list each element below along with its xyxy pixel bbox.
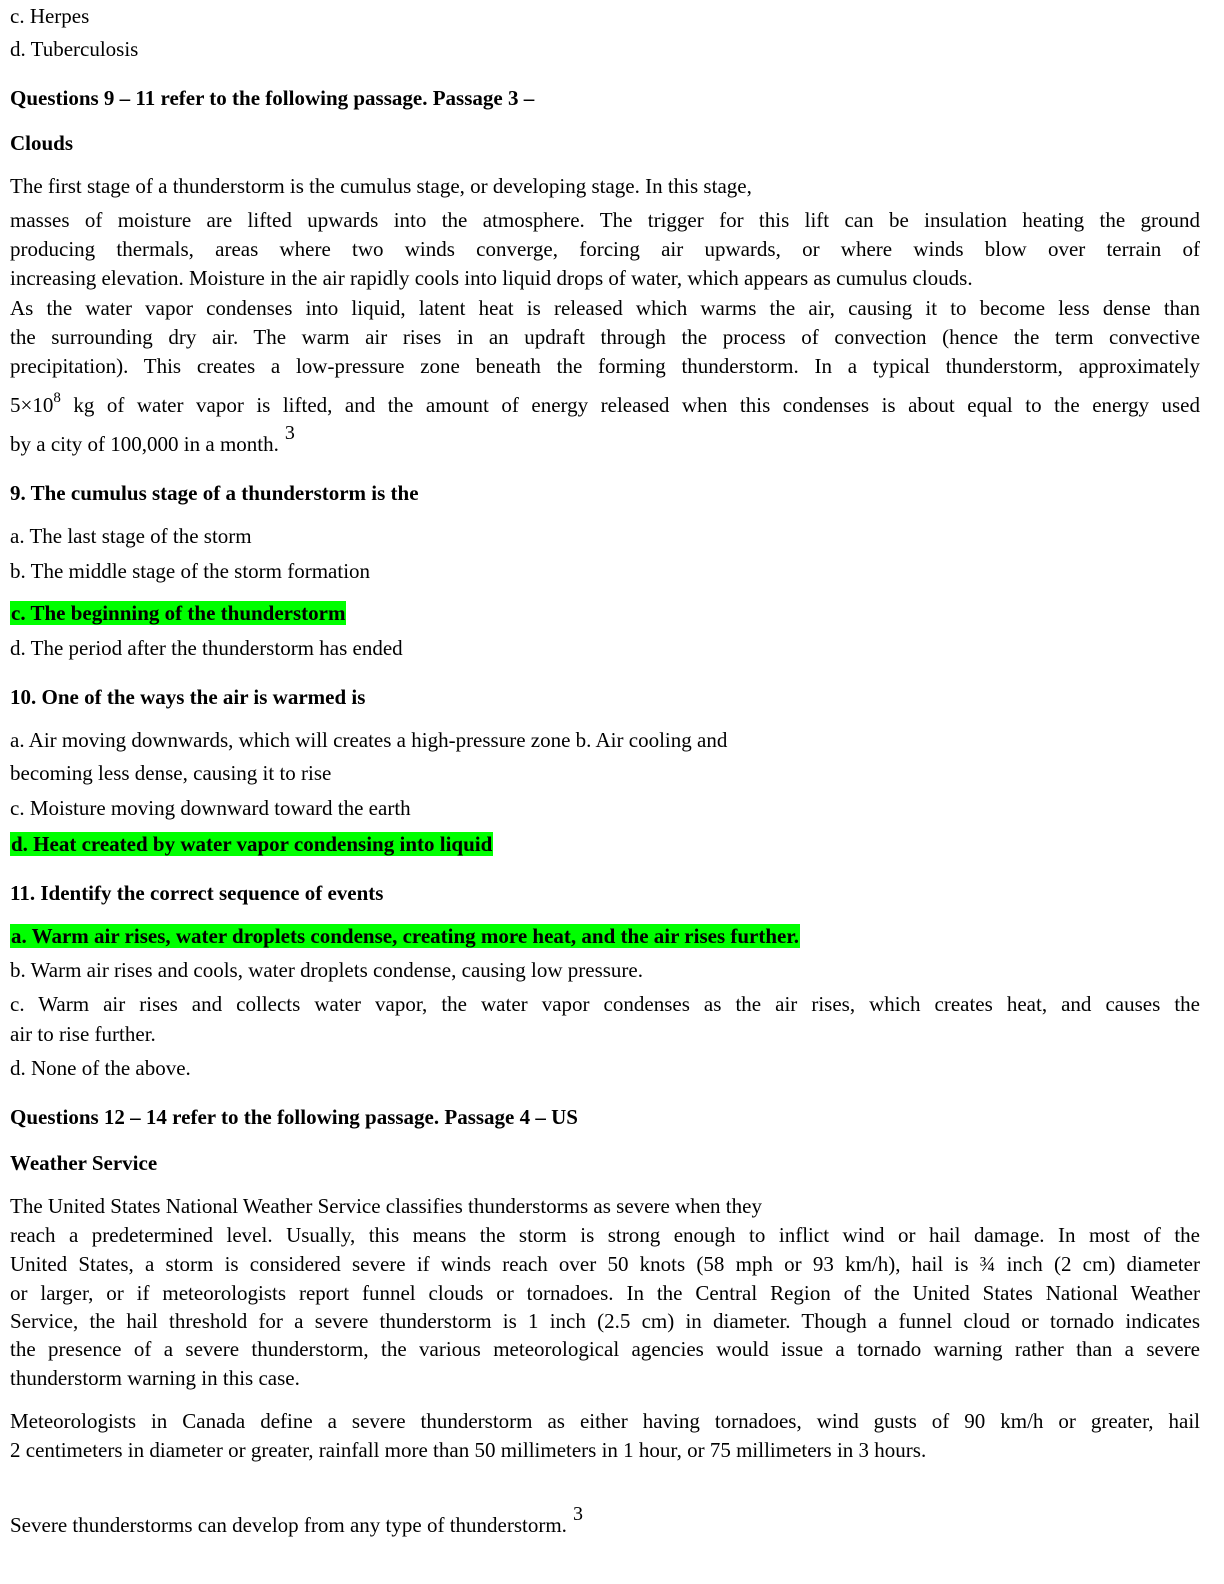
passage-3-line-3: producing thermals, areas where two winds converge, forcing air upwards, or where winds blow over terrain of [10,237,1200,261]
question-11-option-c-cont: air to rise further. [10,1022,156,1046]
passage-3-line-6: the surrounding dry air. The warm air rises in an updraft through the process of convection (hence the term convective [10,325,1200,349]
passage-4-line-10 [10,1503,583,1540]
question-9-option-b: b. The middle stage of the storm formation [10,559,371,583]
question-10: 10. One of the ways the air is warmed is [10,685,366,709]
passage-3-mass-value: 5×10 [10,393,54,417]
passage-4-line-2: reach a predetermined level. Usually, this means the storm is strong enough to inflict wind or hail damage. In most of the [10,1223,1200,1247]
passage-4-line-7: thunderstorm warning in this case. [10,1366,300,1390]
question-9-option-c-answer: c. The beginning of the thunderstorm [11,601,346,625]
question-11: 11. Identify the correct sequence of events [10,881,384,905]
option-8c: c. Herpes [10,4,90,28]
passage-4-line-10-text: Severe thunderstorms can develop from any type of thunderstorm. [10,1513,567,1537]
question-10-option-a: a. Air moving downwards, which will creates a high-pressure zone b. Air cooling and [10,728,728,752]
passage-4-line-3: United States, a storm is considered severe if winds reach over 50 knots (58 mph or 93 km/h), hail is ¾ inch (2 cm) diameter [10,1252,1200,1276]
question-11-option-b: b. Warm air rises and cools, water droplets condense, causing low pressure. [10,958,643,982]
option-8d: d. Tuberculosis [10,37,139,61]
passage-4-line-5: Service, the hail threshold for a severe thunderstorm is 1 inch (2.5 cm) in diameter. Though a funnel cloud or tornado indicates [10,1309,1200,1333]
passage-3-line-9-text: by a city of 100,000 in a month. [10,432,279,456]
passage-3-line-8-rest: kg of water vapor is lifted, and the amount of energy released when this condenses is about equal to the energy used [60,393,1200,417]
passage-4-line-6: the presence of a severe thunderstorm, the various meteorological agencies would issue a tornado warning rather than a severe [10,1337,1200,1361]
passage-4-line-1: The United States National Weather Service classifies thunderstorms as severe when they [10,1194,762,1218]
passage-4-title: Weather Service [10,1151,158,1175]
passage-3-title: Clouds [10,131,74,155]
question-9-option-a: a. The last stage of the storm [10,524,252,548]
passage-3-line-4: increasing elevation. Moisture in the air rapidly cools into liquid drops of water, which appears as cumulus clouds. [10,266,973,290]
question-10-option-c: c. Moisture moving downward toward the earth [10,796,411,820]
passage-3-line-7: precipitation). This creates a low-pressure zone beneath the forming thunderstorm. In a typical thunderstorm, approximately [10,354,1200,378]
passage-3-line-9 [10,422,295,459]
footnote-ref: 3 [572,1503,583,1525]
passage-4-heading: Questions 12 – 14 refer to the following passage. Passage 4 – US [10,1105,578,1129]
passage-4-line-9: 2 centimeters in diameter or greater, rainfall more than 50 millimeters in 1 hour, or 75 millimeters in 3 hours. [10,1438,927,1462]
passage-3-line-8 [10,391,1200,419]
passage-3-line-1: The first stage of a thunderstorm is the cumulus stage, or developing stage. In this stage, [10,174,752,198]
passage-3-heading: Questions 9 – 11 refer to the following passage. Passage 3 – [10,86,535,110]
question-11-option-d: d. None of the above. [10,1056,191,1080]
question-11-option-a-answer: a. Warm air rises, water droplets condense, creating more heat, and the air rises further. [11,924,800,948]
passage-4-line-4: or larger, or if meteorologists report funnel clouds or tornadoes. In the Central Region of the United States National Weather [10,1281,1200,1305]
question-10-option-b: becoming less dense, causing it to rise [10,761,332,785]
passage-4-line-8: Meteorologists in Canada define a severe thunderstorm as either having tornadoes, wind gusts of 90 km/h or greater, hail [10,1409,1200,1433]
passage-3-line-2: masses of moisture are lifted upwards into the atmosphere. The trigger for this lift can be insulation heating the ground [10,208,1200,232]
question-10-option-d-answer: d. Heat created by water vapor condensing into liquid [11,832,493,856]
footnote-ref: 3 [284,422,295,444]
question-9: 9. The cumulus stage of a thunderstorm is the [10,481,419,505]
question-9-option-d: d. The period after the thunderstorm has ended [10,636,403,660]
passage-3-mass-exponent: 8 [53,390,61,406]
question-11-option-c: c. Warm air rises and collects water vapor, the water vapor condenses as the air rises, which creates heat, and causes the [10,992,1200,1016]
passage-3-line-5: As the water vapor condenses into liquid, latent heat is released which warms the air, causing it to become less dense than [10,296,1200,320]
